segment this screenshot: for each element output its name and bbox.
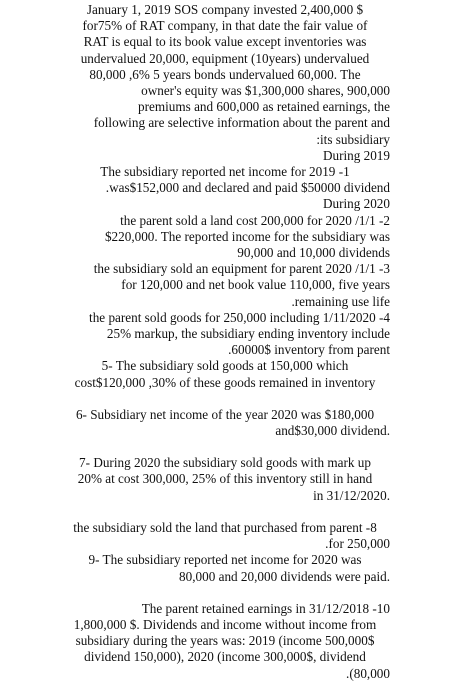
- item-7: [60, 455, 390, 504]
- text-line: in 31/12/2020.: [313, 487, 390, 503]
- text-line: .60000$ inventory from parent: [228, 342, 390, 358]
- item-1: [60, 164, 390, 196]
- text-line: the parent sold goods for 250,000 including 1/11/2020 -4: [89, 309, 390, 325]
- text-line: following are selective information about the parent and: [93, 115, 390, 131]
- text-line: cost$120,000 ,30% of these goods remained in inventory: [74, 374, 376, 390]
- text-line: 20% at cost 300,000, 25% of this inventory still in hand: [77, 471, 373, 487]
- text-line: .for 250,000: [325, 536, 390, 552]
- text-line: :its subsidiary: [316, 131, 390, 147]
- text-line: the parent sold a land cost 200,000 for 2020 /1/1 -2: [120, 212, 390, 228]
- text-line: for 120,000 and net book value 110,000, five years: [121, 277, 390, 293]
- text-line: owner's equity was $1,300,000 shares, 900,000: [141, 83, 390, 99]
- text-line: .remaining use life: [291, 293, 390, 309]
- text-line: premiums and 600,000 as retained earnings, the: [138, 99, 390, 115]
- item-6: [60, 407, 390, 439]
- text-line: $220,000. The reported income for the subsidiary was: [104, 228, 390, 244]
- item-3: [60, 261, 390, 310]
- text-line: 6- Subsidiary net income of the year 2020 was $180,000: [75, 406, 375, 422]
- text-line: undervalued 20,000, equipment (10years) undervalued: [80, 50, 370, 66]
- text-line: 9- The subsidiary reported net income for 2020 was: [88, 552, 362, 568]
- text-line: 90,000 and 10,000 dividends: [237, 245, 390, 261]
- section-heading-2019: During 2019: [322, 147, 390, 163]
- text-line: the subsidiary sold the land that purchased from parent -8: [73, 519, 377, 535]
- text-line: The subsidiary reported net income for 2019 -1: [100, 164, 350, 180]
- intro-paragraph: [60, 2, 390, 148]
- text-line: 7- During 2020 the subsidiary sold goods with mark up: [79, 455, 371, 471]
- text-line: RAT is equal to its book value except inventories was: [83, 34, 367, 50]
- text-line: The parent retained earnings in 31/12/2018 -10: [141, 600, 390, 616]
- text-line: dividend 150,000), 2020 (income 300,000$, dividend: [84, 649, 366, 665]
- text-line: the subsidiary sold an equipment for parent 2020 /1/1 -3: [93, 261, 390, 277]
- item-8: [60, 520, 390, 552]
- text-line: 25% markup, the subsidiary ending inventory include: [106, 326, 390, 342]
- text-line: 80,000 ,6% 5 years bonds undervalued 60,000. The: [89, 66, 361, 82]
- item-10: [60, 601, 390, 682]
- section-heading-2020: During 2020: [322, 196, 390, 212]
- item-9: [60, 552, 390, 584]
- text-line: .was$152,000 and declared and paid $50000 dividend: [105, 180, 390, 196]
- text-line: 5- The subsidiary sold goods at 150,000 which: [101, 358, 349, 374]
- document-body: [60, 2, 390, 682]
- item-5: [60, 358, 390, 390]
- text-line: for75% of RAT company, in that date the fair value of: [82, 18, 368, 34]
- text-line: 80,000 and 20,000 dividends were paid.: [179, 568, 390, 584]
- text-line: and$30,000 dividend.: [275, 423, 390, 439]
- text-line: January 1, 2019 SOS company invested 2,400,000 $: [86, 2, 364, 17]
- text-line: .(80,000: [346, 665, 390, 681]
- text-line: 1,800,000 $. Dividends and income without income from: [73, 616, 377, 632]
- item-4: [60, 310, 390, 359]
- item-2: [60, 213, 390, 262]
- text-line: subsidiary during the years was: 2019 (income 500,000$: [75, 633, 375, 649]
